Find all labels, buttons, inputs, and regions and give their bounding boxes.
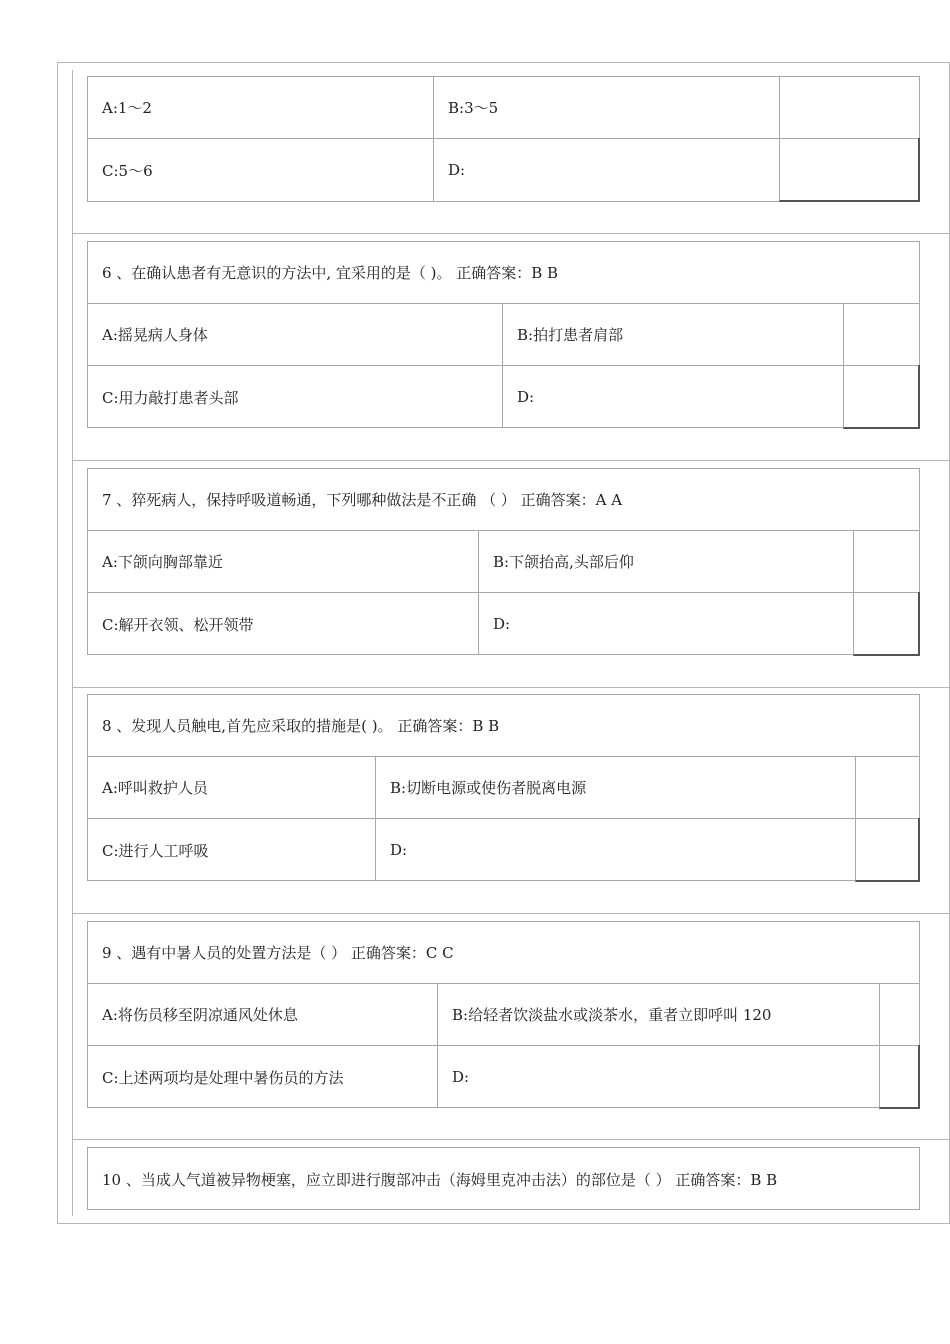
- question-title: 9 、遇有中暑人员的处置方法是（ ） 正确答案：C C: [102, 944, 454, 962]
- options-row: [88, 757, 919, 819]
- option-a[interactable]: A:呼叫救护人员: [88, 757, 376, 818]
- options-row: [88, 366, 919, 428]
- question-row: [88, 242, 919, 304]
- section-divider: [72, 460, 950, 461]
- option-a[interactable]: A:摇晃病人身体: [88, 304, 503, 365]
- answer-box[interactable]: [855, 818, 920, 882]
- options-row: [88, 984, 919, 1046]
- answer-box[interactable]: [843, 365, 920, 429]
- section-divider: [72, 687, 950, 688]
- options-row: [88, 1046, 919, 1108]
- question-title: 6 、在确认患者有无意识的方法中, 宜采用的是（ )。 正确答案：B B: [102, 264, 559, 282]
- option-b[interactable]: B:拍打患者肩部: [503, 304, 844, 365]
- options-row: [88, 593, 919, 655]
- options-row: [88, 819, 919, 881]
- option-a[interactable]: A:将伤员移至阴凉通风处休息: [88, 984, 438, 1045]
- question-row: [88, 695, 919, 757]
- option-c[interactable]: C:用力敲打患者头部: [88, 366, 503, 428]
- option-c[interactable]: C:进行人工呼吸: [88, 819, 376, 881]
- question-9-table: [87, 921, 920, 1108]
- option-d[interactable]: D:: [479, 593, 854, 655]
- options-row: [88, 77, 919, 139]
- question-5-table: [87, 76, 920, 202]
- option-d[interactable]: D:: [438, 1046, 880, 1108]
- question-8-table: [87, 694, 920, 881]
- option-b[interactable]: B:给轻者饮淡盐水或淡茶水，重者立即呼叫 120: [438, 984, 880, 1045]
- option-b[interactable]: B:下颌抬高,头部后仰: [479, 531, 854, 592]
- option-c[interactable]: C:上述两项均是处理中暑伤员的方法: [88, 1046, 438, 1108]
- question-row: [88, 1148, 919, 1210]
- section-divider: [72, 233, 950, 234]
- question-title: 7 、猝死病人，保持呼吸道畅通，下列哪种做法是不正确 （ ） 正确答案：A A: [102, 491, 623, 509]
- option-b[interactable]: B:3～5: [434, 77, 780, 138]
- option-a[interactable]: A:1～2: [88, 77, 434, 138]
- question-row: [88, 922, 919, 984]
- options-row: [88, 139, 919, 201]
- option-b[interactable]: B:切断电源或使伤者脱离电源: [376, 757, 856, 818]
- section-divider: [72, 1139, 950, 1140]
- section-divider: [72, 913, 950, 914]
- option-d[interactable]: D:: [376, 819, 856, 881]
- question-7-table: [87, 468, 920, 655]
- option-c[interactable]: C:5～6: [88, 139, 434, 201]
- option-d[interactable]: D:: [503, 366, 844, 428]
- answer-box[interactable]: [879, 1045, 920, 1109]
- answer-box[interactable]: [779, 138, 920, 202]
- option-d[interactable]: D:: [434, 139, 780, 201]
- question-6-table: [87, 241, 920, 428]
- answer-box[interactable]: [853, 592, 920, 656]
- option-a[interactable]: A:下颌向胸部靠近: [88, 531, 479, 592]
- question-10-table: [87, 1147, 920, 1210]
- question-title: 10 、当成人气道被异物梗塞，应立即进行腹部冲击（海姆里克冲击法）的部位是（ ） 正确答案：B B: [102, 1170, 778, 1189]
- options-row: [88, 531, 919, 593]
- question-row: [88, 469, 919, 531]
- option-c[interactable]: C:解开衣领、松开领带: [88, 593, 479, 655]
- options-row: [88, 304, 919, 366]
- question-title: 8 、发现人员触电,首先应采取的措施是( )。 正确答案：B B: [102, 717, 500, 735]
